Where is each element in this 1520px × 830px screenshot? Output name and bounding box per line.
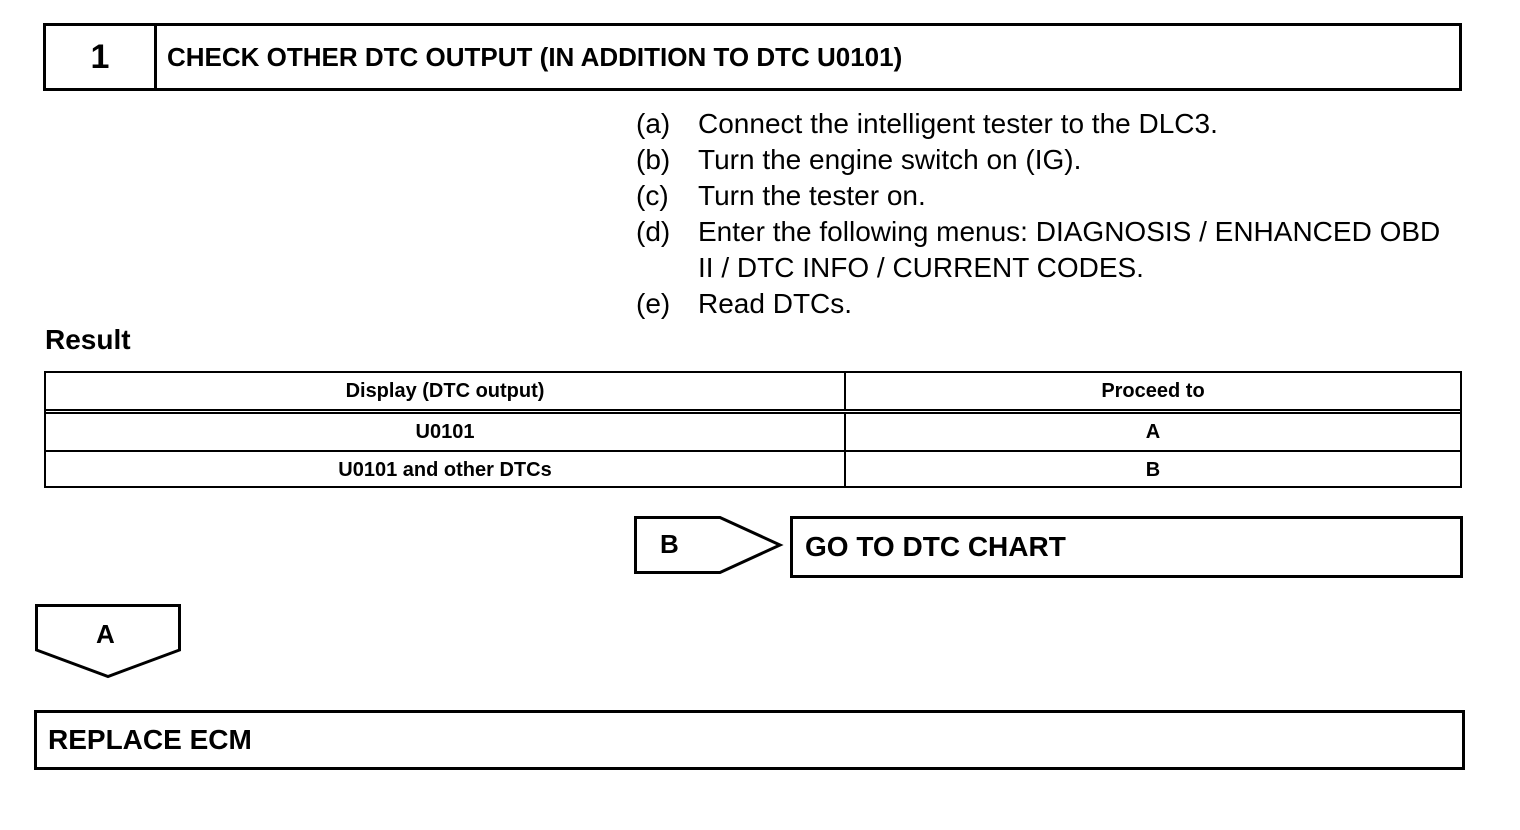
table-header-row xyxy=(46,373,1460,414)
instruction-text: Turn the engine switch on (IG). xyxy=(698,144,1082,175)
instruction-item xyxy=(636,142,1456,178)
instruction-letter: (a) xyxy=(636,108,671,139)
proceed-cell: A xyxy=(1145,420,1161,443)
branch-b-label: B xyxy=(660,529,679,559)
instruction-letter: (d) xyxy=(636,216,671,247)
column-header-proceed: Proceed to xyxy=(1101,379,1205,402)
instruction-text: Connect the intelligent tester to the DLC3. xyxy=(698,108,1218,139)
replace-ecm-box: REPLACE ECM xyxy=(34,710,1465,770)
column-header-display: Display (DTC output) xyxy=(46,373,846,409)
instruction-text: Turn the tester on. xyxy=(698,180,926,211)
display-cell: U0101 and other DTCs xyxy=(46,452,846,488)
branch-a-label: A xyxy=(96,619,115,649)
result-table xyxy=(44,371,1462,488)
proceed-cell: B xyxy=(1145,458,1161,481)
step-header xyxy=(43,23,1462,91)
table-row xyxy=(46,452,1460,488)
step-title: CHECK OTHER DTC OUTPUT (IN ADDITION TO DTC U0101) xyxy=(167,41,903,72)
result-heading: Result xyxy=(45,324,131,355)
table-row xyxy=(46,414,1460,452)
instruction-item xyxy=(636,214,1456,286)
instruction-letter: (e) xyxy=(636,288,671,319)
instruction-text: Read DTCs. xyxy=(698,288,853,319)
instruction-item xyxy=(636,106,1456,142)
branch-b-arrow-icon xyxy=(634,516,784,574)
step-number: 1 xyxy=(46,26,157,88)
instruction-text: Enter the following menus: DIAGNOSIS / ENHANCED OBD II / DTC INFO / CURRENT CODES. xyxy=(698,216,1441,283)
display-cell: U0101 xyxy=(46,414,846,450)
instruction-letter: (b) xyxy=(636,144,671,175)
instruction-item xyxy=(636,178,1456,214)
instruction-letter: (c) xyxy=(636,180,669,211)
instruction-item xyxy=(636,286,1456,322)
instruction-list xyxy=(636,106,1456,322)
goto-dtc-chart-box: GO TO DTC CHART xyxy=(790,516,1463,578)
